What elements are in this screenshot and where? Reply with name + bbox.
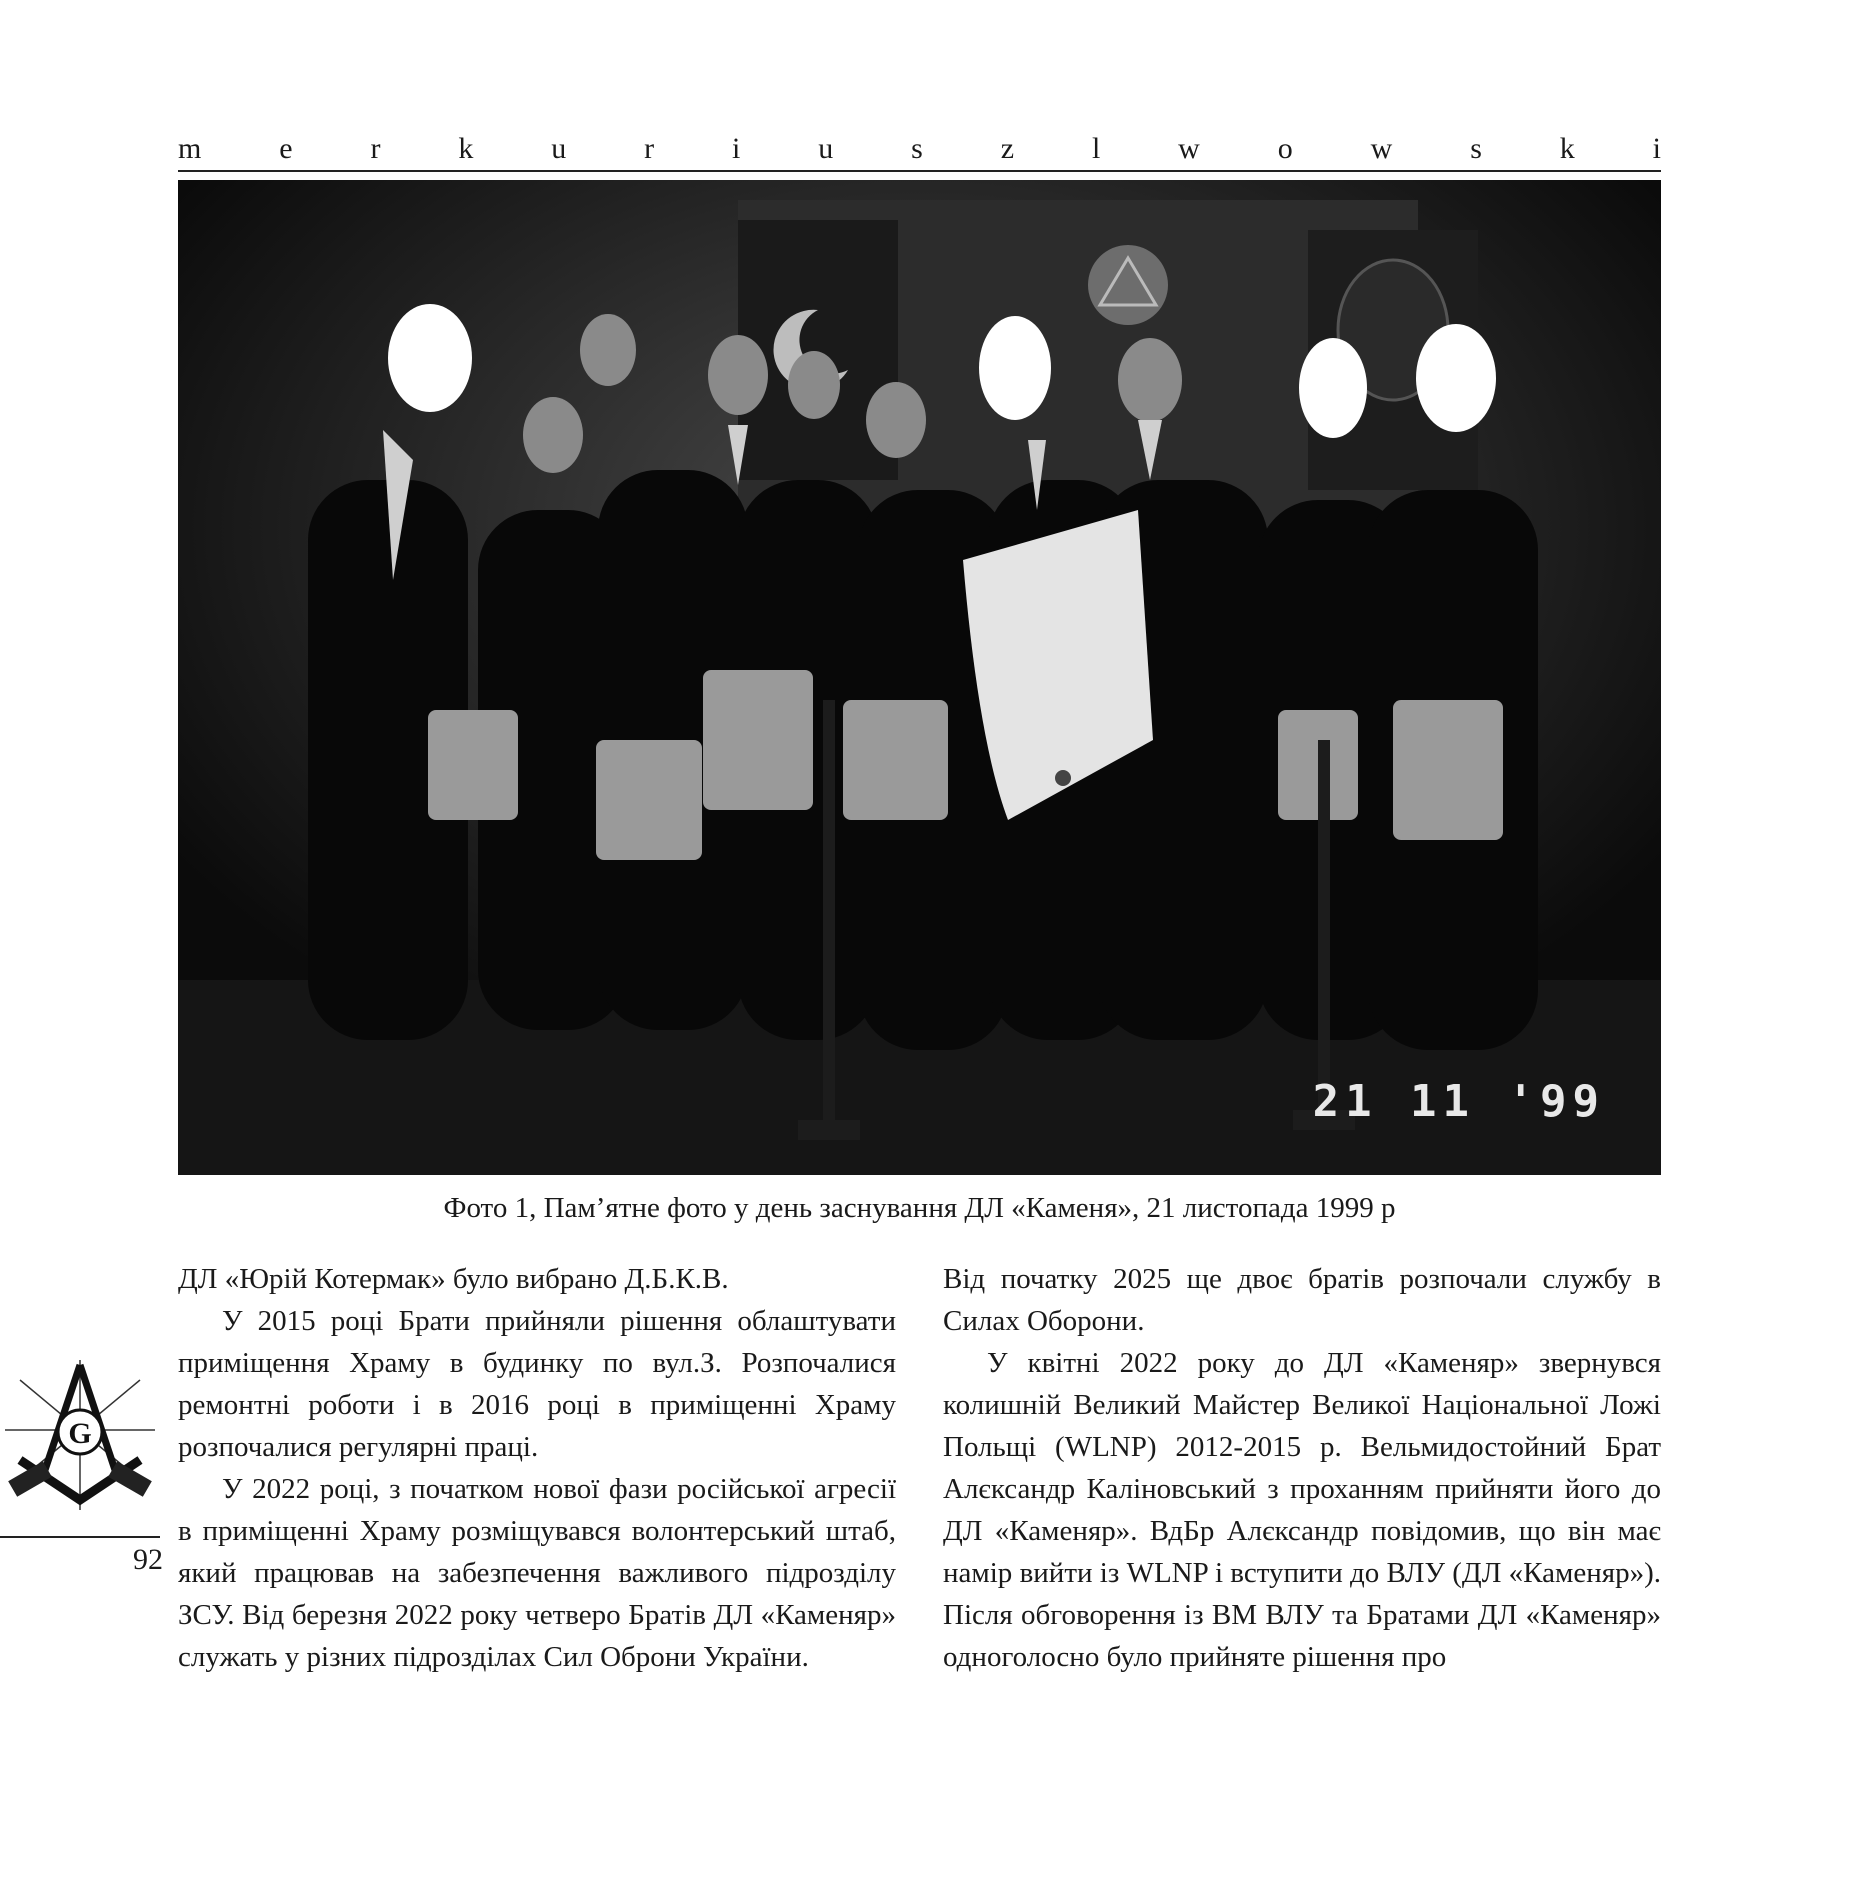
running-head-letter: s (1470, 132, 1482, 165)
group-photo (178, 180, 1661, 1175)
svg-text:G: G (68, 1417, 92, 1450)
page-number: 92 (133, 1543, 163, 1576)
photo-date-stamp: 21 11 '99 (1312, 1076, 1605, 1127)
running-head-letter: k (458, 132, 474, 165)
paragraph: У 2015 році Брати прийняли рішення облаштувати приміщення Храму в будинку по вул.З. Розпочалися ремонтні роботи і в 2016 році в приміщенні Храму розпочалися регулярні праці. (178, 1305, 896, 1463)
running-head-letter: r (370, 132, 381, 165)
running-head-letter: z (1000, 132, 1015, 165)
photo-caption: Фото 1, Пам’ятне фото у день заснування ДЛ «Каменя», 21 листопада 1999 р (443, 1192, 1396, 1224)
running-head-letter: i (1652, 132, 1661, 165)
left-column (178, 1258, 896, 1678)
running-head-letter: u (551, 132, 567, 165)
paragraph: У 2022 році, з початком нової фази російської агресії в приміщенні Храму розміщувався волонтерський штаб, який працював на забезпечення важливого підрозділу ЗСУ. Від березня 2022 року четверо Братів ДЛ «Каменяр» служать у різних підрозділах Сил Оброни України. (178, 1473, 896, 1673)
right-column (943, 1258, 1661, 1678)
masonic-emblem-icon (0, 1350, 160, 1530)
running-head-letter: l (1091, 132, 1101, 165)
running-head-letter: r (644, 132, 655, 165)
running-head (178, 128, 1661, 166)
running-head-letter: w (1370, 132, 1393, 165)
paragraph: Від початку 2025 ще двоє братів розпочали службу в Силах Оборони. (943, 1263, 1661, 1337)
running-head-letter: o (1277, 132, 1293, 165)
running-head-letter: s (911, 132, 923, 165)
running-head-letter: w (1178, 132, 1200, 165)
running-head-letter: k (1559, 132, 1575, 165)
header-rule (178, 170, 1661, 172)
paragraph: У квітні 2022 року до ДЛ «Каменяр» звернувся колишній Великий Майстер Великої Національної Ложі Польщі (WLNP) 2012-2015 р. Вельмидостойний Брат Алєксандр Каліновський з проханням прийняти його до ДЛ «Каменяр». ВдБр Алєксандр повідомив, що він має намір вийти із WLNP і вступити до ВЛУ (ДЛ «Каменяр»). Після обговорення із ВМ ВЛУ та Братами ДЛ «Каменяр» одноголосно було прийняте рішення про (943, 1347, 1661, 1673)
running-head-letter: u (818, 132, 834, 165)
running-head-letter: e (279, 132, 293, 165)
paragraph: ДЛ «Юрій Котермак» було вибрано Д.Б.К.В. (178, 1263, 729, 1295)
photo-illustration (178, 180, 1661, 1175)
running-head-letter: i (732, 132, 741, 165)
running-head-letter: m (178, 132, 202, 165)
margin-rule (0, 1536, 160, 1538)
